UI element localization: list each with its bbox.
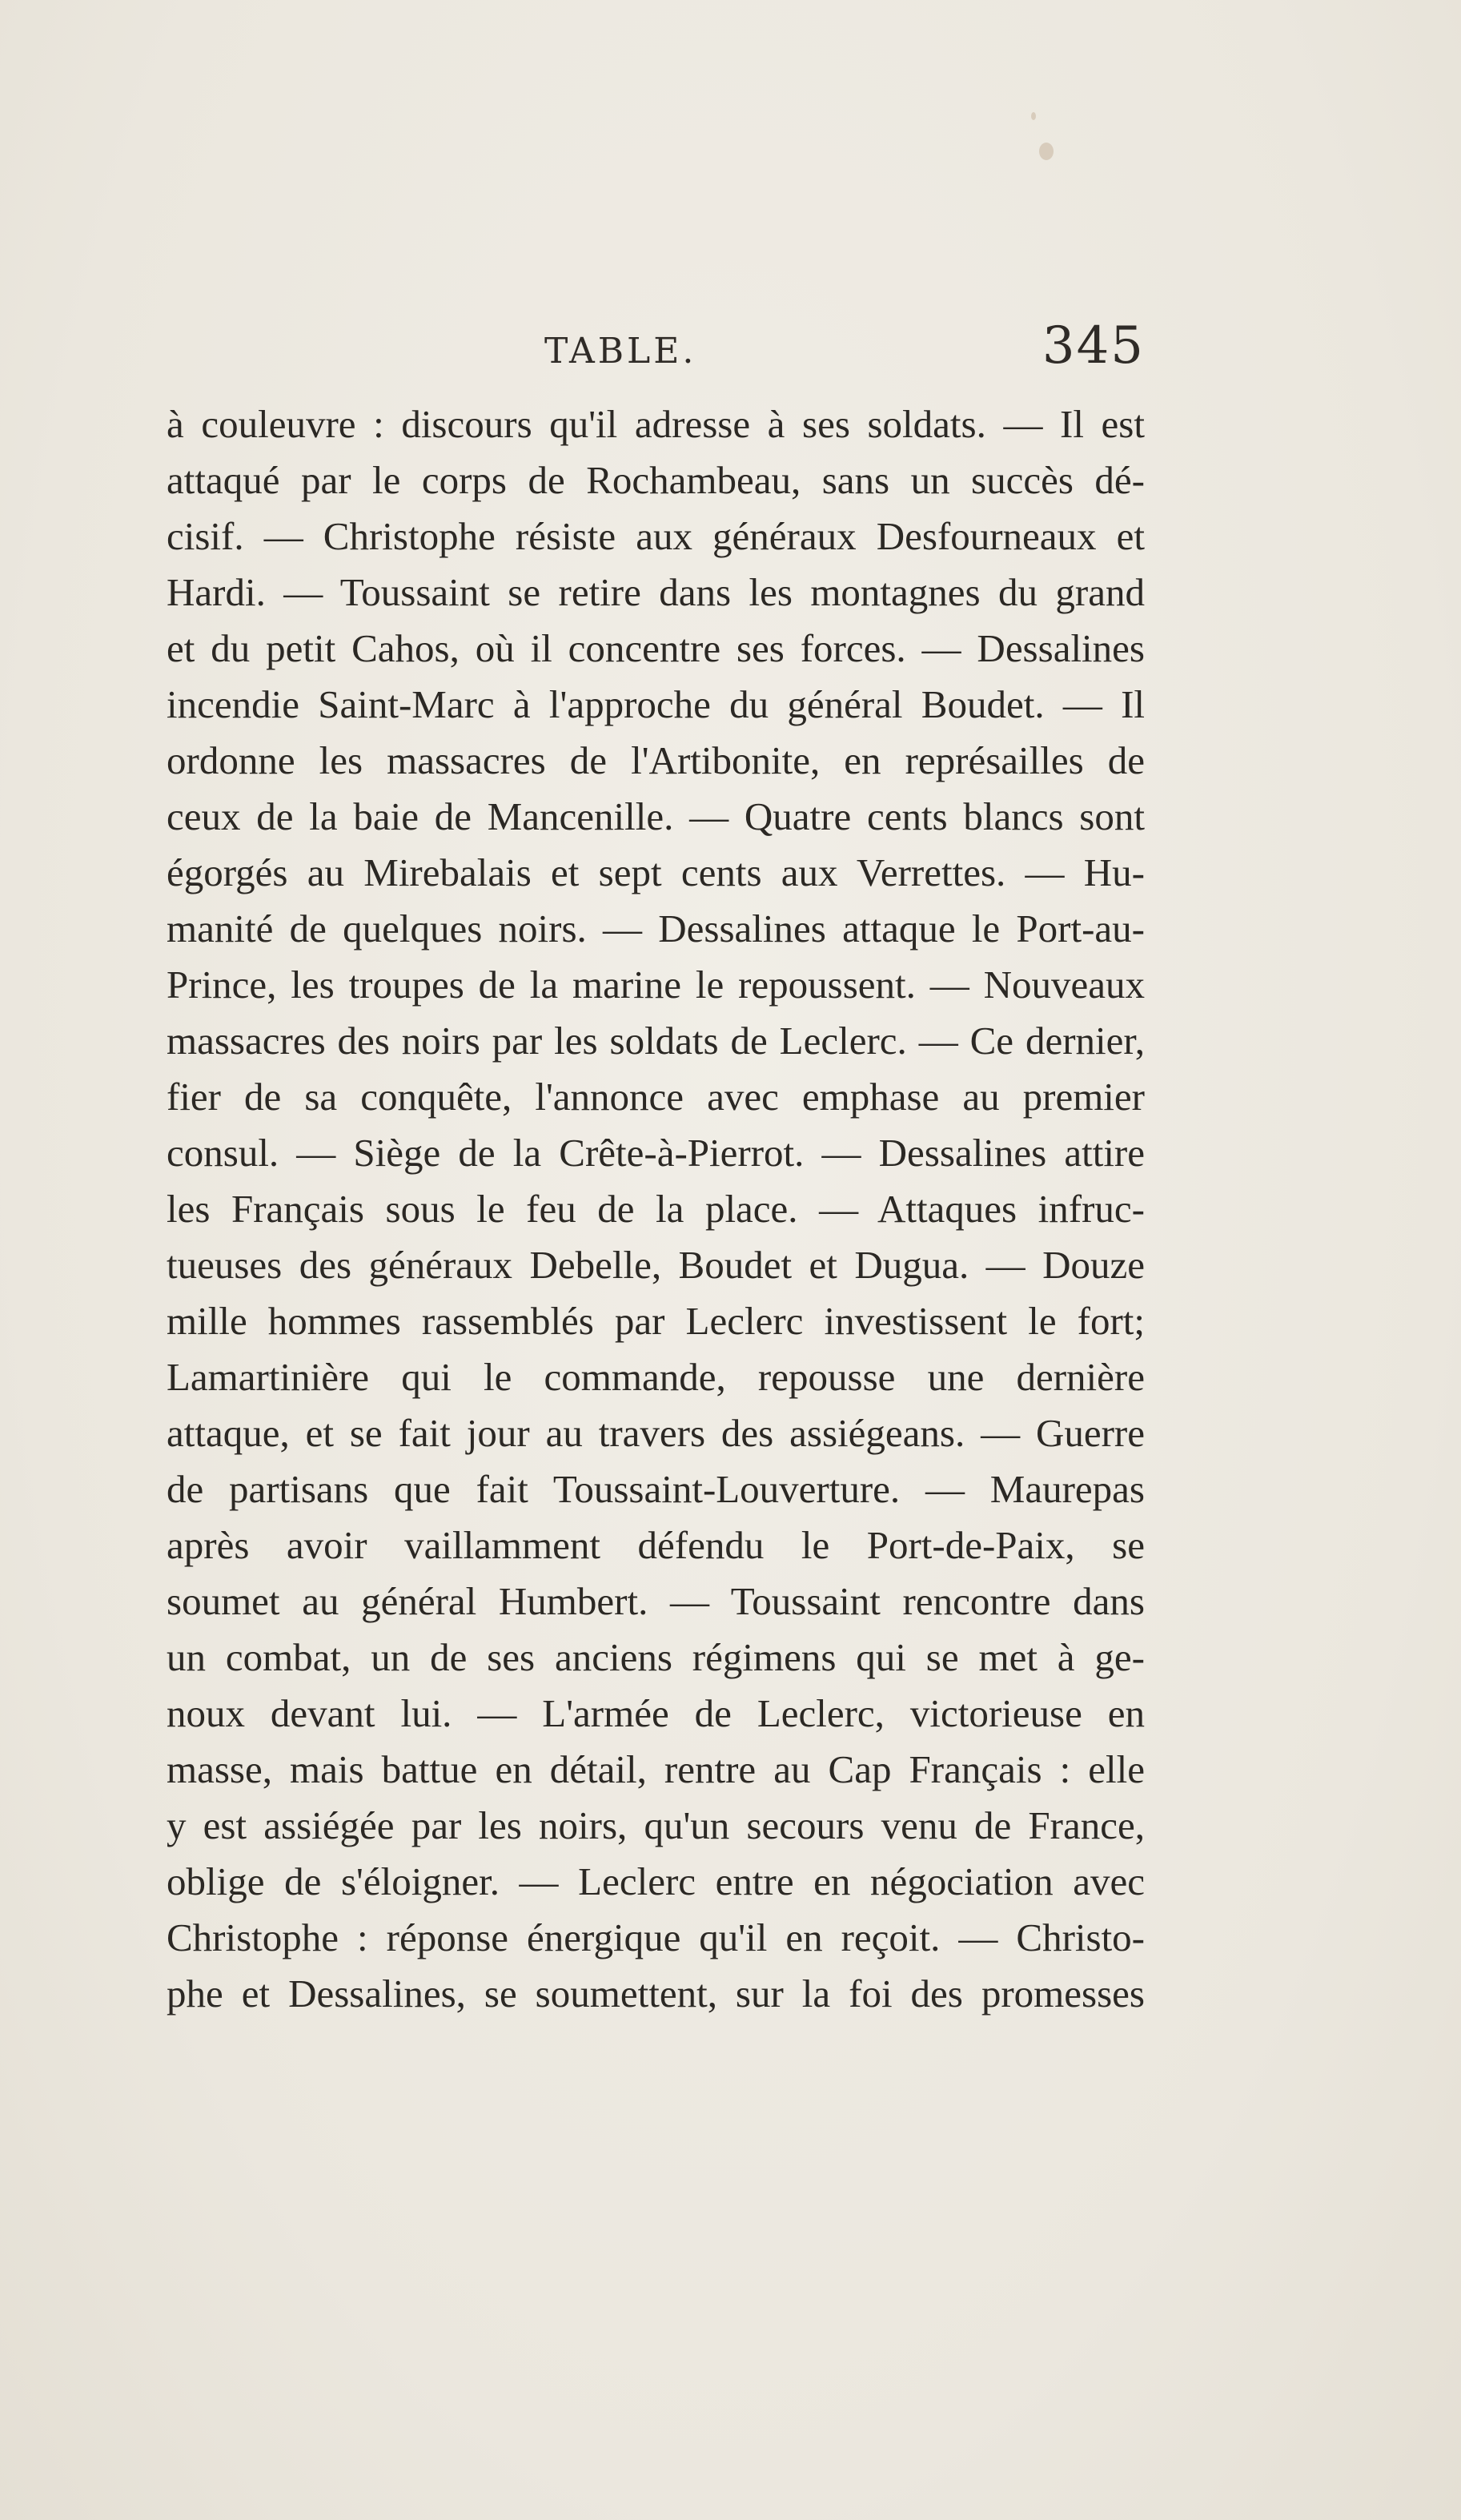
text-line: cisif. — Christophe résiste aux généraux Desfourneaux et — [167, 514, 1145, 558]
text-line: massacres des noirs par les soldats de Leclerc. — Ce dernier, — [167, 1019, 1145, 1063]
page-header — [168, 316, 1145, 388]
page-number: 345 — [1042, 316, 1145, 376]
text-line: soumet au général Humbert. — Toussaint rencontre dans — [167, 1579, 1145, 1623]
text-line: ceux de la baie de Mancenille. — Quatre cents blancs sont — [167, 794, 1145, 838]
text-line: égorgés au Mirebalais et sept cents aux Verrettes. — Hu- — [167, 850, 1145, 894]
text-line: phe et Dessalines, se soumettent, sur la foi des promesses — [167, 1971, 1145, 2016]
text-line: un combat, un de ses anciens régimens qui se met à ge- — [167, 1635, 1145, 1679]
text-line: ordonne les massacres de l'Artibonite, en représailles de — [167, 738, 1145, 782]
text-line: attaqué par le corps de Rochambeau, sans un succès dé- — [167, 458, 1145, 502]
paper-blemish — [1039, 143, 1054, 160]
text-line: noux devant lui. — L'armée de Leclerc, victorieuse en — [167, 1691, 1145, 1735]
text-line: Christophe : réponse énergique qu'il en reçoit. — Christo- — [167, 1915, 1145, 1959]
paper-blemish — [1031, 112, 1036, 120]
text-line: après avoir vaillamment défendu le Port-de-Paix, se — [167, 1523, 1145, 1567]
text-line: manité de quelques noirs. — Dessalines attaque le Port-au- — [167, 906, 1145, 951]
text-line: et du petit Cahos, où il concentre ses forces. — Dessalines — [167, 626, 1145, 670]
text-line: tueuses des généraux Debelle, Boudet et Dugua. — Douze — [167, 1243, 1145, 1287]
body-text — [167, 396, 1145, 2022]
text-line: oblige de s'éloigner. — Leclerc entre en négociation avec — [167, 1859, 1145, 1903]
running-head: TABLE. — [544, 331, 697, 372]
text-line: fier de sa conquête, l'annonce avec emphase au premier — [167, 1075, 1145, 1119]
text-line: Prince, les troupes de la marine le repoussent. — Nouveaux — [167, 963, 1145, 1007]
text-line: les Français sous le feu de la place. — Attaques infruc- — [167, 1187, 1145, 1231]
text-line: attaque, et se fait jour au travers des assiégeans. — Guerre — [167, 1411, 1145, 1455]
text-line: consul. — Siège de la Crête-à-Pierrot. — Dessalines attire — [167, 1131, 1145, 1175]
text-line: à couleuvre : discours qu'il adresse à ses soldats. — Il est — [167, 402, 1145, 446]
text-line: y est assiégée par les noirs, qu'un secours venu de France, — [167, 1803, 1145, 1847]
text-line: mille hommes rassemblés par Leclerc investissent le fort; — [167, 1299, 1145, 1343]
text-line: Lamartinière qui le commande, repousse une dernière — [167, 1355, 1145, 1399]
text-line: de partisans que fait Toussaint-Louverture. — Maurepas — [167, 1467, 1145, 1511]
text-line: incendie Saint-Marc à l'approche du général Boudet. — Il — [167, 682, 1145, 726]
text-line: Hardi. — Toussaint se retire dans les montagnes du grand — [167, 570, 1145, 614]
text-line: masse, mais battue en détail, rentre au Cap Français : elle — [167, 1747, 1145, 1791]
